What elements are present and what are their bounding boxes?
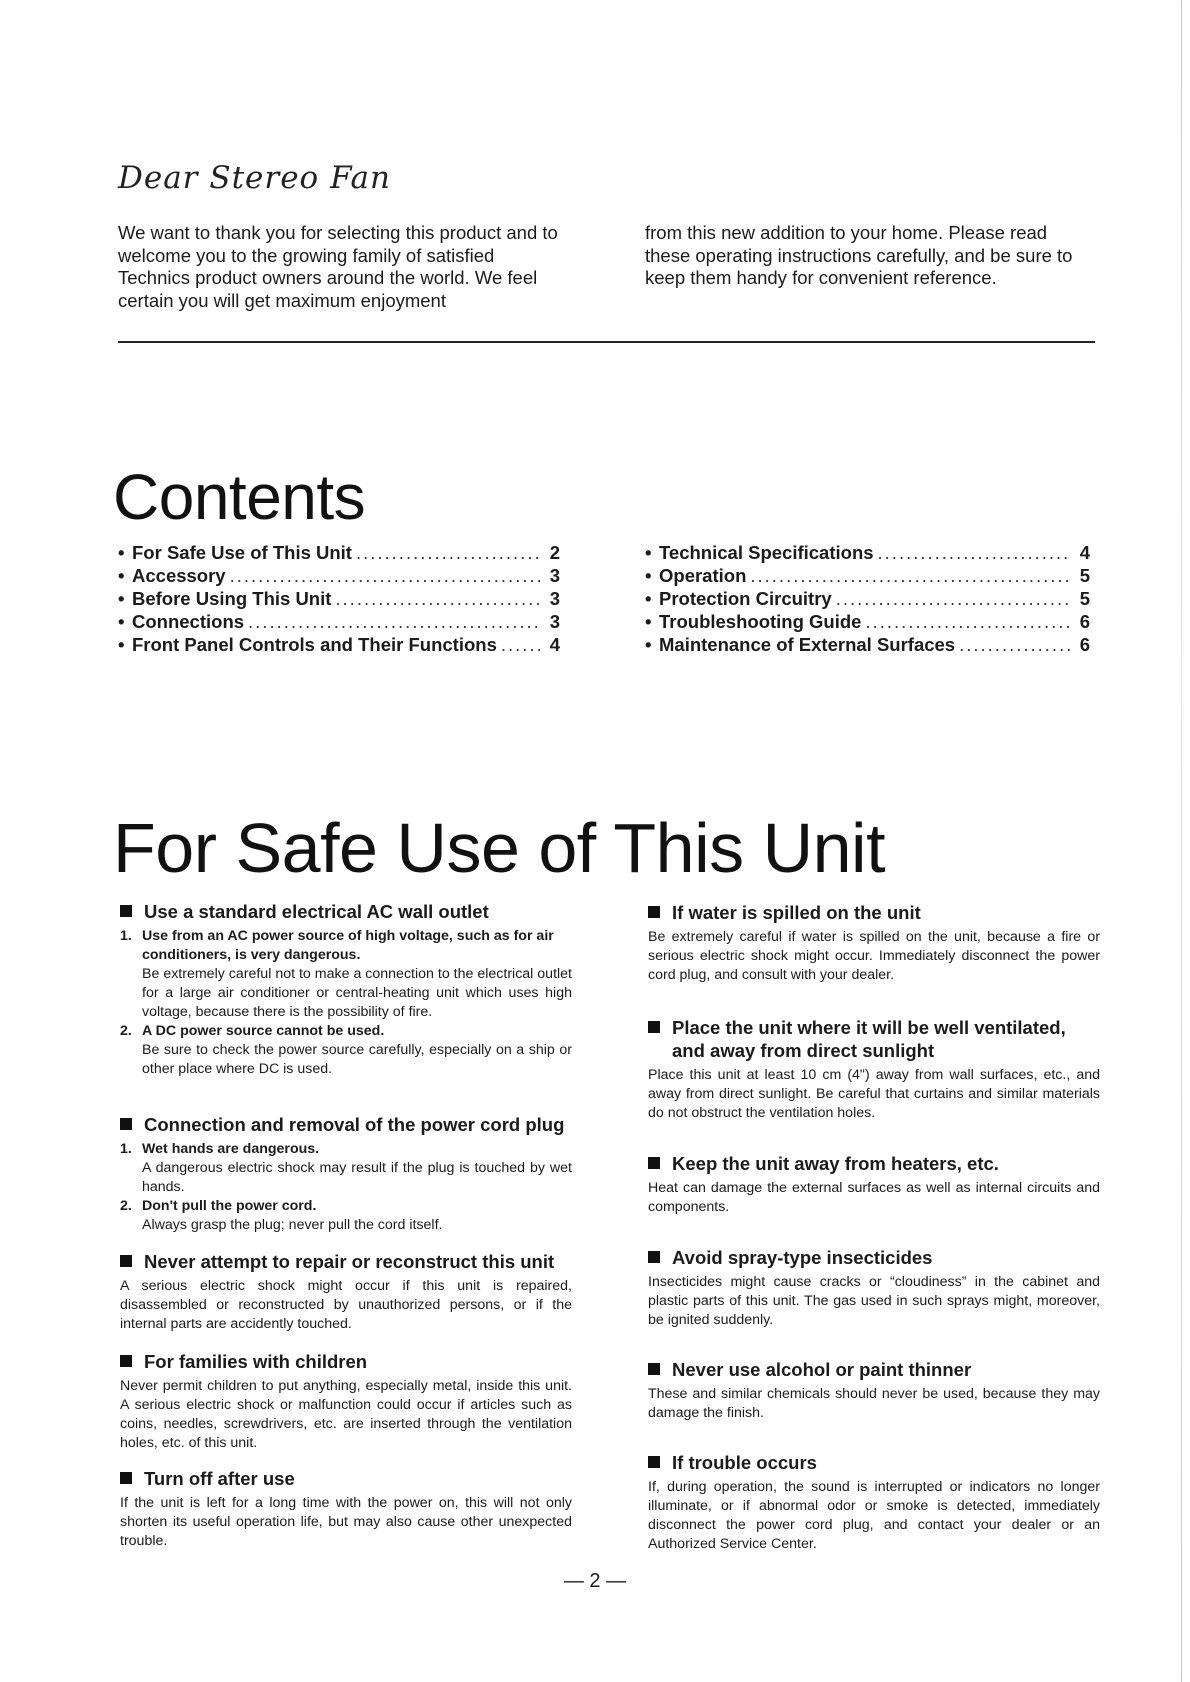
intro-right-text: from this new addition to your home. Please read these operating instructions carefully, and be sure to keep them handy for convenient reference. [645, 222, 1073, 289]
section-heading: For families with children [144, 1351, 368, 1372]
toc-item[interactable]: • Technical Specifications ..... 4 [645, 542, 1090, 565]
square-bullet-icon [648, 1021, 660, 1033]
toc-item[interactable]: • Accessory ..... 3 [118, 565, 560, 588]
section-heading: Connection and removal of the power cord plug [144, 1114, 565, 1135]
square-bullet-icon [648, 1456, 660, 1468]
section-water [648, 901, 1100, 985]
square-bullet-icon [120, 905, 132, 917]
section-text: Place this unit at least 10 cm (4") away from wall surfaces, etc., and away from direct sunlight. Be careful that curtains and similar materials do not obstruct the ventilation holes. [648, 1067, 1100, 1121]
section-insecticides [648, 1246, 1100, 1330]
toc-left [118, 542, 560, 657]
section-trouble [648, 1451, 1100, 1554]
section-turn-off [120, 1467, 572, 1551]
salutation: Dear Stereo Fan [118, 160, 391, 196]
page-number: — 2 — [563, 1570, 627, 1592]
scan-edge-line [1181, 0, 1182, 1682]
list-item: 1. Wet hands are dangerous. A dangerous electric shock may result if the plug is touched by wet hands. [120, 1141, 572, 1195]
contents-title: Contents [113, 461, 366, 533]
list-item: 2. Don't pull the power cord. Always grasp the plug; never pull the cord itself. [120, 1198, 443, 1233]
section-heading: Place the unit where it will be well ventilated, and away from direct sunlight [672, 1017, 1066, 1061]
section-power-cord [120, 1113, 572, 1235]
divider-rule [118, 341, 1095, 343]
square-bullet-icon [648, 1363, 660, 1375]
section-children [120, 1350, 572, 1453]
section-heading: Use a standard electrical AC wall outlet [144, 901, 489, 922]
section-text: Be extremely careful if water is spilled on the unit, because a fire or serious electric shock might occur. Immediately disconnect the power cord plug, and consult with your dealer. [648, 929, 1100, 983]
square-bullet-icon [120, 1118, 132, 1130]
toc-item[interactable]: • For Safe Use of This Unit ..... 2 [118, 542, 560, 565]
square-bullet-icon [120, 1472, 132, 1484]
section-text: If the unit is left for a long time with the power on, this will not only shorten its useful operation life, but may also cause other unexpected trouble. [120, 1495, 572, 1549]
section-heading: Avoid spray-type insecticides [672, 1247, 933, 1268]
section-heaters [648, 1152, 1100, 1217]
square-bullet-icon [648, 1251, 660, 1263]
list-item: 2. A DC power source cannot be used. Be sure to check the power source carefully, especially on a ship or other place where DC is used. [120, 1023, 572, 1077]
toc-item[interactable]: • Protection Circuitry ..... 5 [645, 588, 1090, 611]
section-heading: Turn off after use [144, 1468, 295, 1489]
section-text: These and similar chemicals should never be used, because they may damage the finish. [648, 1386, 1100, 1421]
list-item: 1. Use from an AC power source of high voltage, such as for air conditioners, is very dangerous. Be extremely careful not to make a connection to the electrical outlet for a large air conditioner or central-heating unit which uses high voltage, because there is the possibility of fire. [120, 928, 572, 1020]
toc-right [645, 542, 1090, 657]
section-heading: Never use alcohol or paint thinner [672, 1359, 972, 1380]
intro-right [645, 222, 1097, 290]
section-heading: Never attempt to repair or reconstruct this unit [144, 1251, 555, 1272]
section-repair [120, 1250, 572, 1334]
section-ventilation [648, 1016, 1100, 1123]
toc-item[interactable]: • Troubleshooting Guide ..... 6 [645, 611, 1090, 634]
section-text: Heat can damage the external surfaces as well as internal circuits and components. [648, 1180, 1100, 1215]
section-text: Insecticides might cause cracks or “cloudiness” in the cabinet and plastic parts of this unit. The gas used in such sprays might, moreover, be ignited suddenly. [648, 1274, 1100, 1328]
square-bullet-icon [120, 1355, 132, 1367]
section-heading: If water is spilled on the unit [672, 902, 921, 923]
section-heading: If trouble occurs [672, 1452, 817, 1473]
intro-left-text: We want to thank you for selecting this product and to welcome you to the growing family of satisfied Technics product owners around the world. We feel certain you will get maximum enjoyment [118, 222, 558, 311]
section-ac-outlet [120, 900, 572, 1079]
intro-left [118, 222, 566, 312]
toc-item[interactable]: • Before Using This Unit ..... 3 [118, 588, 560, 611]
safety-title: For Safe Use of This Unit [113, 809, 886, 887]
section-alcohol [648, 1358, 1100, 1423]
section-text: If, during operation, the sound is interrupted or indicators no longer illuminate, or if abnormal odor or smoke is detected, immediately disconnect the power cord plug, and contact your dealer or an Authorized Service Center. [648, 1479, 1100, 1552]
square-bullet-icon [648, 906, 660, 918]
section-heading: Keep the unit away from heaters, etc. [672, 1153, 999, 1174]
section-text: A serious electric shock might occur if this unit is repaired, disassembled or reconstructed by unauthorized persons, or if the internal parts are accidently touched. [120, 1278, 572, 1332]
section-text: Never permit children to put anything, especially metal, inside this unit. A serious electric shock or malfunction could occur if articles such as coins, needles, screwdrivers, etc. are inserted through the ventilation holes, etc. of this unit. [120, 1378, 572, 1451]
square-bullet-icon [648, 1157, 660, 1169]
toc-item[interactable]: • Connections ..... 3 [118, 611, 560, 634]
square-bullet-icon [120, 1255, 132, 1267]
toc-item[interactable]: • Maintenance of External Surfaces ..... 6 [645, 634, 1090, 657]
toc-item[interactable]: • Operation ..... 5 [645, 565, 1090, 588]
toc-item[interactable]: • Front Panel Controls and Their Functions ..... 4 [118, 634, 560, 657]
